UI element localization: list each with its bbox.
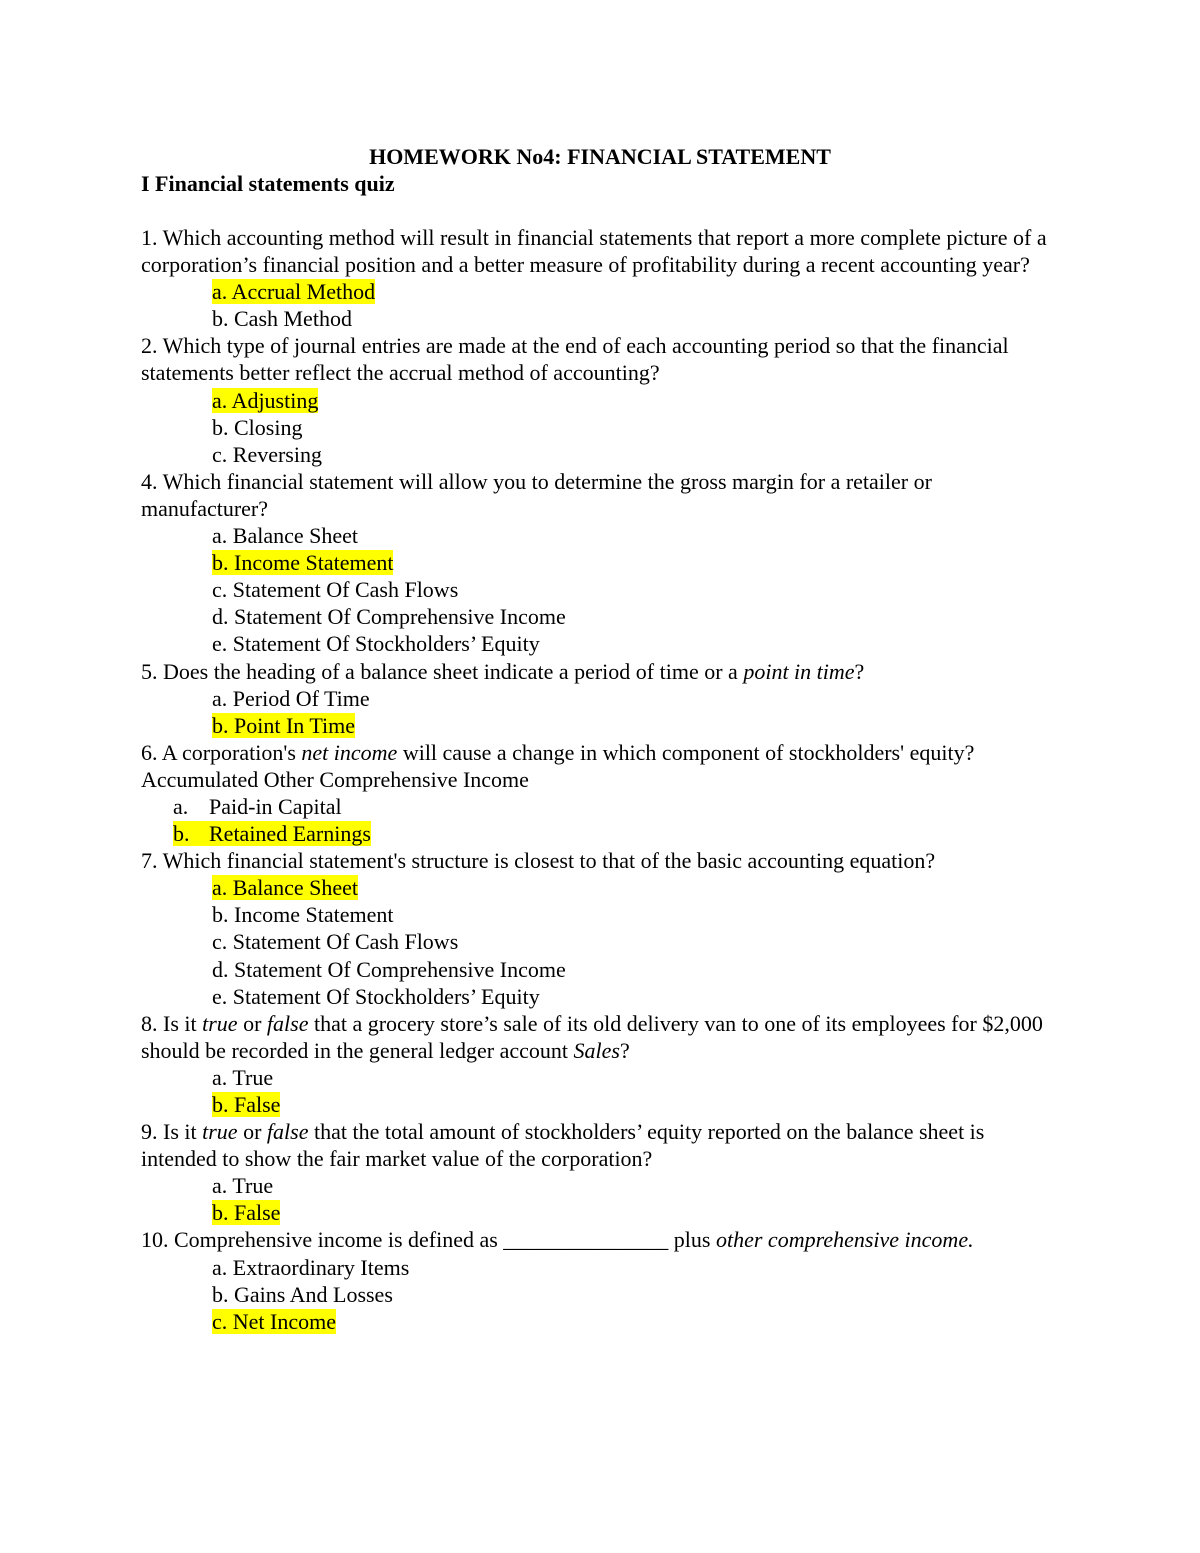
question-10: 10. Comprehensive income is defined as _______________ plus other comprehensive income. (141, 1227, 974, 1253)
answer-highlight: a. Accrual Method (212, 279, 376, 305)
q8-option-b (141, 1091, 1061, 1118)
question-6: 6. A corporation's net income will cause a change in which component of stockholders' equity? (141, 739, 975, 765)
q4-option-d: d. Statement Of Comprehensive Income (212, 604, 566, 630)
q10-option-c (141, 1308, 1061, 1335)
answer-highlight: b. Income Statement (212, 550, 394, 576)
answer-highlight: a. Balance Sheet (212, 875, 358, 901)
emphasis: Sales (573, 1037, 620, 1063)
q7-option-c: c. Statement Of Cash Flows (212, 929, 459, 955)
q5-option-a: a. Period Of Time (212, 685, 370, 711)
question-6-line-2: Accumulated Other Comprehensive Income (141, 766, 529, 792)
q7-option-a (141, 874, 1061, 901)
q7-option-e: e. Statement Of Stockholders’ Equity (212, 983, 540, 1009)
question-4: 4. Which financial statement will allow you to determine the gross margin for a retailer or manufacturer? (141, 468, 932, 521)
quiz-content (141, 224, 1061, 1335)
answer-highlight: a. Adjusting (212, 387, 319, 413)
q4-option-b (141, 549, 1061, 576)
emphasis: net income (301, 739, 398, 765)
question-1: 1. Which accounting method will result in financial statements that report a more complete picture of a corporation’s financial position and a better measure of profitability during a recent accounting year? (141, 225, 1047, 278)
question-8: 8. Is it true or false that a grocery store’s sale of its old delivery van to one of its employees for $2,000 should be recorded in the general ledger account Sales? (141, 1010, 1043, 1063)
emphasis: other comprehensive income. (715, 1227, 974, 1253)
q4-option-a: a. Balance Sheet (212, 523, 358, 549)
q7-option-d: d. Statement Of Comprehensive Income (212, 956, 566, 982)
q6-option-b (141, 820, 1061, 847)
q8-option-a: a. True (212, 1064, 274, 1090)
answer-highlight: b. Retained Earnings (173, 821, 371, 847)
q1-option-b: b. Cash Method (212, 306, 352, 332)
section-heading: I Financial statements quiz (141, 171, 395, 196)
emphasis: false (266, 1010, 309, 1036)
question-7: 7. Which financial statement's structure is closest to that of the basic accounting equation? (141, 848, 936, 874)
answer-highlight: b. Point In Time (212, 712, 356, 738)
emphasis: point in time (743, 658, 855, 684)
answer-highlight: c. Net Income (212, 1308, 336, 1334)
question-2: 2. Which type of journal entries are made at the end of each accounting period so that the financial statements better reflect the accrual method of accounting? (141, 333, 1009, 386)
question-9: 9. Is it true or false that the total amount of stockholders’ equity reported on the balance sheet is intended to show the fair market value of the corporation? (141, 1119, 985, 1172)
emphasis: true (202, 1119, 238, 1145)
q6-option-a: a. Paid-in Capital (173, 793, 342, 819)
q2-option-b: b. Closing (212, 414, 303, 440)
q10-option-a: a. Extraordinary Items (212, 1254, 410, 1280)
q1-option-a (141, 278, 1061, 305)
q2-option-c: c. Reversing (212, 441, 322, 467)
q4-option-e: e. Statement Of Stockholders’ Equity (212, 631, 540, 657)
q2-option-a (141, 387, 1061, 414)
answer-highlight: b. False (212, 1092, 281, 1117)
answer-highlight: b. False (212, 1200, 281, 1226)
q10-option-b: b. Gains And Losses (212, 1281, 393, 1307)
question-5: 5. Does the heading of a balance sheet indicate a period of time or a point in time? (141, 658, 865, 684)
page-title: HOMEWORK No4: FINANCIAL STATEMENT (369, 144, 831, 169)
q9-option-a: a. True (212, 1173, 274, 1199)
q4-option-c: c. Statement Of Cash Flows (212, 577, 459, 603)
q7-option-b: b. Income Statement (212, 902, 394, 928)
q5-option-b (141, 712, 1061, 739)
emphasis: true (202, 1010, 238, 1036)
emphasis: false (266, 1119, 309, 1145)
q9-option-b (141, 1199, 1061, 1226)
